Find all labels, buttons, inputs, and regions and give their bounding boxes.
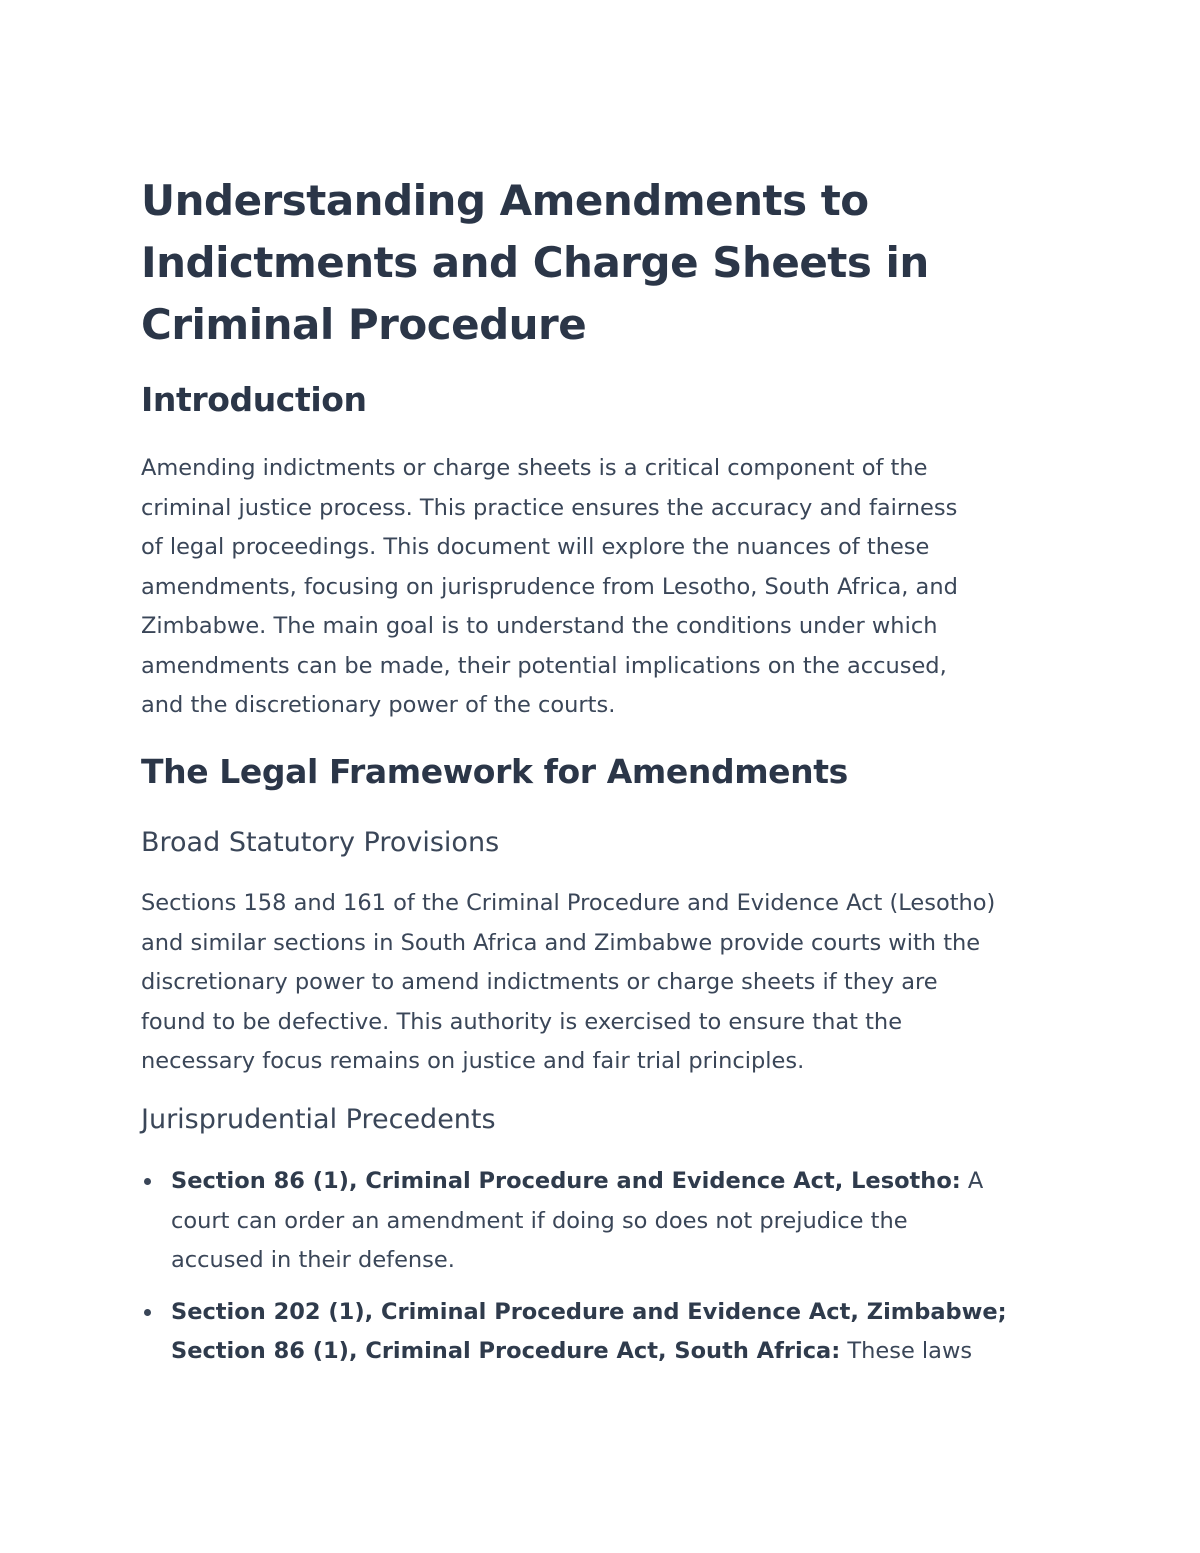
list-item-line: accused in their defense. xyxy=(171,1247,455,1273)
statute-reference: Section 86 (1), Criminal Procedure and Evidence Act, Lesotho: xyxy=(171,1168,961,1194)
statute-reference: Section 86 (1), Criminal Procedure Act, South Africa: xyxy=(171,1338,841,1364)
intro-line: criminal justice process. This practice ensures the accuracy and fairness xyxy=(141,494,958,521)
document-title xyxy=(141,170,1061,356)
list-item-line xyxy=(171,1293,1071,1333)
title-line-2: Indictments and Charge Sheets in xyxy=(141,238,929,287)
statutory-line: Sections 158 and 161 of the Criminal Procedure and Evidence Act (Lesotho) xyxy=(141,890,996,916)
list-item-line xyxy=(171,1332,1071,1372)
statutory-line: discretionary power to amend indictments or charge sheets if they are xyxy=(141,969,938,995)
intro-line: Amending indictments or charge sheets is a critical component of the xyxy=(141,455,928,481)
statutory-line: found to be defective. This authority is exercised to ensure that the xyxy=(141,1008,903,1035)
statutory-provisions-heading: Broad Statutory Provisions xyxy=(141,827,500,858)
intro-line: amendments, focusing on jurisprudence from Lesotho, South Africa, and xyxy=(141,573,958,600)
list-item-line xyxy=(171,1162,1071,1202)
title-line-1: Understanding Amendments to xyxy=(141,176,869,225)
list-item xyxy=(141,1162,1071,1281)
statutory-line: necessary focus remains on justice and fair trial principles. xyxy=(141,1048,805,1074)
intro-line: of legal proceedings. This document will explore the nuances of these xyxy=(141,534,930,560)
legal-framework-heading: The Legal Framework for Amendments xyxy=(141,752,848,791)
intro-line: Zimbabwe. The main goal is to understand the conditions under which xyxy=(141,613,938,639)
title-line-3: Criminal Procedure xyxy=(141,300,587,349)
statutory-line: and similar sections in South Africa and Zimbabwe provide courts with the xyxy=(141,929,981,956)
list-item-line: court can order an amendment if doing so does not prejudice the xyxy=(171,1207,908,1234)
intro-line: and the discretionary power of the courts. xyxy=(141,692,616,718)
introduction-paragraph xyxy=(141,449,1066,726)
statute-reference: Section 202 (1), Criminal Procedure and Evidence Act, Zimbabwe; xyxy=(171,1298,1007,1325)
list-item-text: These laws xyxy=(840,1338,973,1364)
statutory-provisions-paragraph xyxy=(141,884,1066,1082)
precedents-list xyxy=(141,1162,1071,1384)
bullet-dot-icon xyxy=(144,1309,151,1316)
bullet-dot-icon xyxy=(144,1178,151,1185)
intro-line: amendments can be made, their potential implications on the accused, xyxy=(141,652,947,679)
list-item-text: A xyxy=(960,1168,984,1194)
introduction-heading: Introduction xyxy=(141,380,367,419)
precedents-heading: Jurisprudential Precedents xyxy=(141,1104,496,1135)
list-item xyxy=(141,1293,1071,1372)
